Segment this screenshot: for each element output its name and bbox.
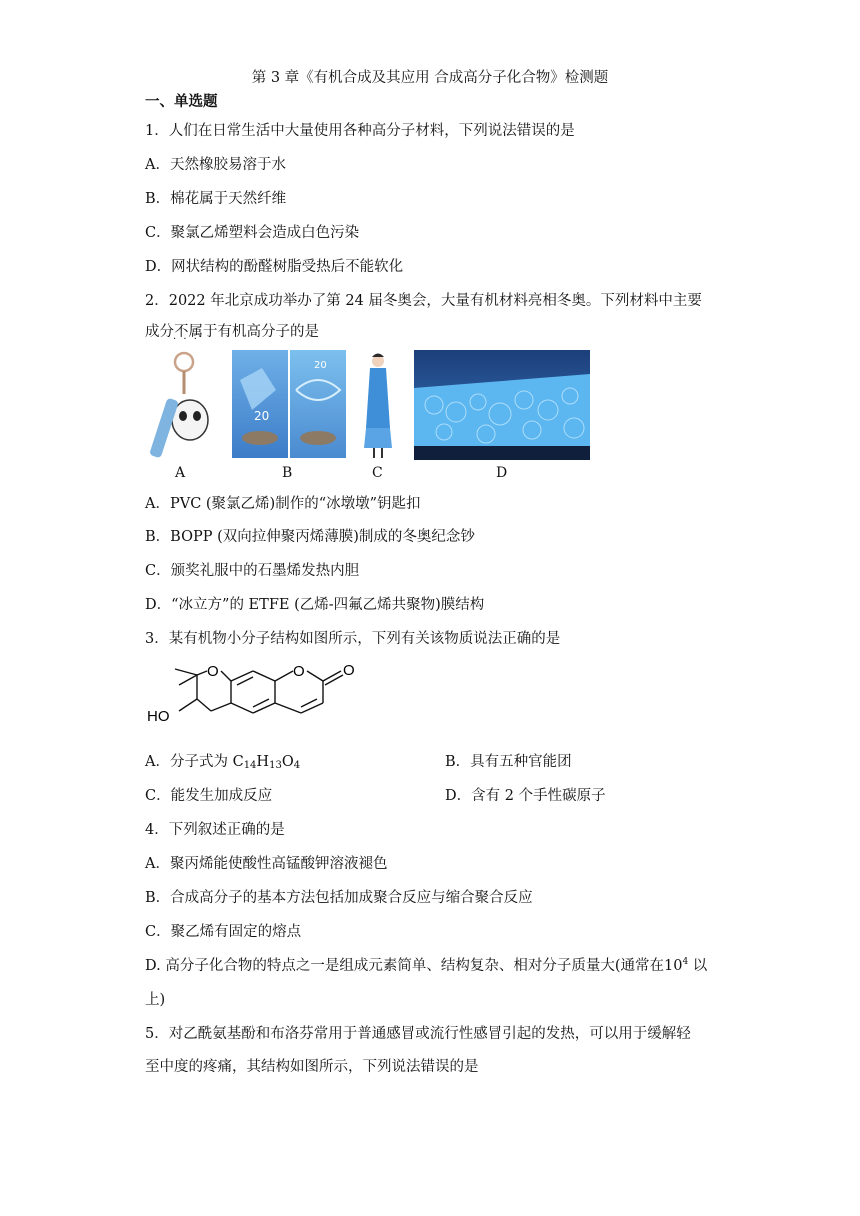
q2-option-a: A．PVC (聚氯乙烯)制作的“冰墩墩”钥匙扣 — [145, 496, 421, 512]
image-label-a: A — [175, 465, 186, 481]
q4-option-d: D. 高分子化合物的特点之一是组成元素简单、结构复杂、相对分子质量大(通常在$10^4$ 以 — [145, 957, 708, 974]
q1-option-d: D．网状结构的酚醛树脂受热后不能软化 — [145, 259, 404, 275]
q3-option-b: B．具有五种官能团 — [445, 754, 572, 770]
q1-option-a: A．天然橡胶易溶于水 — [145, 157, 286, 173]
q1-option-c: C．聚氯乙烯塑料会造成白色污染 — [145, 225, 360, 241]
svg-text:20: 20 — [314, 360, 327, 371]
q5-stem-line2: 至中度的疼痛，其结构如图所示，下列说法错误的是 — [145, 1059, 479, 1075]
image-label-d: D — [496, 465, 508, 481]
mol-label-ho: HO — [147, 708, 170, 725]
keychain-image — [150, 348, 220, 460]
q3-option-a: A．分子式为 $C_{14}H_{13}O_4$ — [145, 754, 301, 771]
q2-option-c: C．颁奖礼服中的石墨烯发热内胆 — [145, 563, 360, 579]
q4-option-c: C．聚乙烯有固定的熔点 — [145, 924, 302, 940]
page-title: 第 3 章《有机合成及其应用 合成高分子化合物》检测题 — [251, 70, 609, 86]
q2-stem-line1: 2．2022 年北京成功举办了第 24 届冬奥会，大量有机材料亮相冬奥。下列材料中主要 — [145, 293, 702, 309]
banknote-back-image — [290, 350, 346, 458]
q4-option-d-cont: 上) — [145, 992, 166, 1008]
q4-option-b: B．合成高分子的基本方法包括加成聚合反应与缩合聚合反应 — [145, 890, 533, 906]
q5-stem-line1: 5．对乙酰氨基酚和布洛芬常用于普通感冒或流行性感冒引起的发热，可以用于缓解轻 — [145, 1026, 691, 1042]
q4-option-a: A．聚丙烯能使酸性高锰酸钾溶液褪色 — [145, 856, 388, 872]
q3-stem: 3．某有机物小分子结构如图所示，下列有关该物质说法正确的是 — [145, 631, 561, 647]
mol-label-o-carbonyl: O — [343, 662, 355, 679]
q2-stem-line2: 成分不属于有机高分子的是 · · · — [145, 320, 860, 341]
award-dress-image — [358, 350, 398, 460]
section-heading: 一、单选题 — [145, 93, 218, 110]
mol-label-o-left: O — [207, 663, 219, 680]
q4-stem: 4．下列叙述正确的是 — [145, 822, 285, 838]
svg-text:20: 20 — [254, 409, 270, 423]
q1-stem: 1．人们在日常生活中大量使用各种高分子材料，下列说法错误的是 — [145, 123, 575, 139]
q2-option-b: B．BOPP (双向拉伸聚丙烯薄膜)制成的冬奥纪念钞 — [145, 529, 475, 545]
banknote-front-image — [232, 350, 288, 458]
q2-option-d: D．“冰立方”的 ETFE (乙烯-四氟乙烯共聚物)膜结构 — [145, 597, 485, 613]
image-label-c: C — [372, 465, 383, 481]
water-cube-image — [414, 350, 590, 460]
mol-label-o-ring: O — [293, 663, 305, 680]
image-label-b: B — [282, 465, 293, 481]
q1-option-b: B．棉花属于天然纤维 — [145, 191, 287, 207]
molecule-structure-diagram — [145, 655, 375, 735]
q3-option-d: D．含有 2 个手性碳原子 — [445, 788, 606, 804]
q3-option-c: C．能发生加成反应 — [145, 788, 273, 804]
